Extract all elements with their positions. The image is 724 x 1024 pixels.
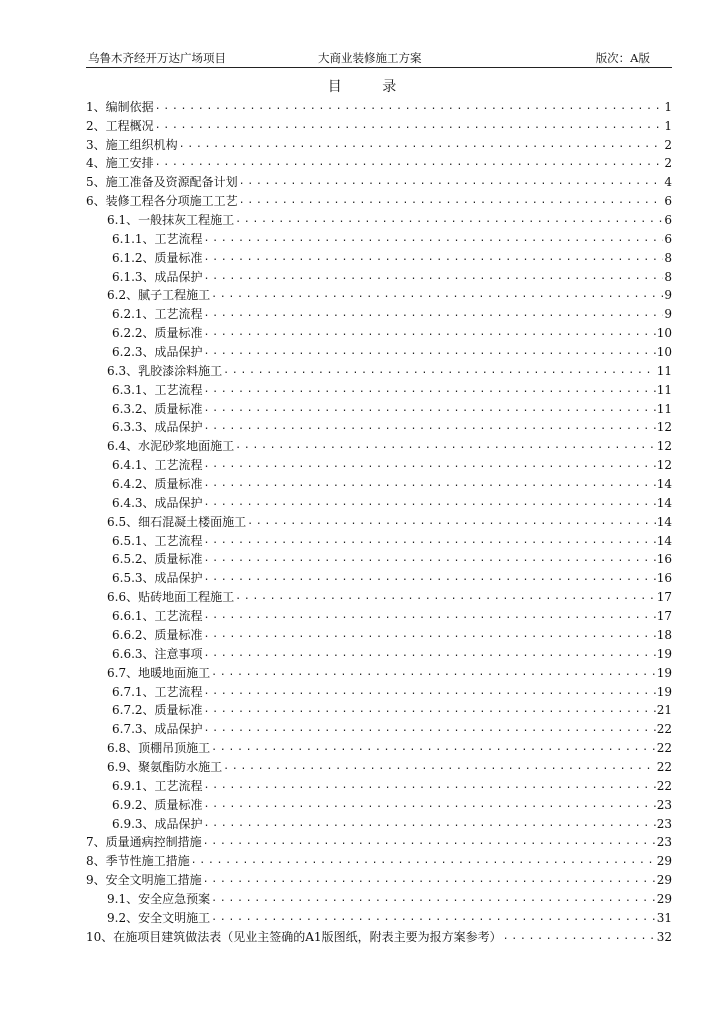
toc-entry-label: 1、编制依据 — [86, 99, 154, 114]
toc-entry-label: 6.6.2、质量标准 — [112, 627, 203, 642]
toc-entry-page-number: 14 — [656, 514, 672, 529]
toc-entry-label: 6.3.3、成品保护 — [112, 420, 203, 435]
toc-entry[interactable] — [86, 549, 672, 568]
toc-entry-label: 5、施工准备及资源配备计划 — [86, 175, 238, 190]
toc-entry-label: 6.1.1、工艺流程 — [112, 231, 203, 246]
toc-entry-label: 6.5、细石混凝土楼面施工 — [107, 514, 247, 529]
toc-entry-label: 6.8、顶棚吊顶施工 — [107, 741, 211, 756]
toc-entry[interactable] — [86, 775, 672, 794]
header-divider — [86, 67, 672, 68]
toc-leader-dots — [235, 589, 656, 605]
toc-leader-dots — [211, 740, 656, 756]
toc-entry-page-number: 19 — [656, 665, 672, 680]
toc-leader-dots — [204, 401, 656, 417]
toc-entry-label: 6.5.1、工艺流程 — [112, 533, 203, 548]
toc-entry-label: 6.7.1、工艺流程 — [112, 684, 203, 699]
toc-entry-page-number: 22 — [656, 759, 672, 774]
toc-entry-page-number: 22 — [656, 741, 672, 756]
toc-title: 目 录 — [327, 79, 415, 95]
toc-entry-label: 6.5.2、质量标准 — [112, 552, 203, 567]
toc-entry[interactable] — [86, 567, 672, 586]
toc-leader-dots — [223, 759, 656, 775]
toc-leader-dots — [239, 174, 663, 190]
toc-leader-dots — [204, 382, 656, 398]
toc-entry-page-number: 2 — [664, 137, 672, 152]
toc-entry-label: 6.2、腻子工程施工 — [107, 288, 211, 303]
toc-entry[interactable] — [86, 190, 672, 209]
toc-entry-page-number: 19 — [656, 684, 672, 699]
toc-entry-label: 6.6.3、注意事项 — [112, 646, 203, 661]
toc-entry-label: 3、施工组织机构 — [86, 137, 178, 152]
toc-entry-page-number: 31 — [656, 910, 672, 925]
toc-entry-page-number: 19 — [656, 646, 672, 661]
toc-entry[interactable] — [86, 96, 672, 115]
table-of-contents — [86, 96, 672, 945]
toc-entry[interactable] — [86, 454, 672, 473]
toc-entry-page-number: 8 — [664, 250, 672, 265]
toc-leader-dots — [204, 551, 656, 567]
toc-entry[interactable] — [86, 832, 672, 851]
toc-leader-dots — [204, 495, 656, 511]
toc-entry-label: 6.9.3、成品保护 — [112, 816, 203, 831]
toc-entry[interactable] — [86, 228, 672, 247]
toc-entry-page-number: 17 — [656, 609, 672, 624]
toc-entry-label: 7、质量通病控制措施 — [86, 835, 202, 850]
toc-entry[interactable] — [86, 360, 672, 379]
toc-entry[interactable] — [86, 530, 672, 549]
toc-entry-page-number: 23 — [656, 816, 672, 831]
toc-entry-page-number: 17 — [656, 590, 672, 605]
toc-leader-dots — [204, 269, 663, 285]
toc-entry-label: 6.1、一般抹灰工程施工 — [107, 213, 235, 228]
toc-leader-dots — [235, 438, 656, 454]
toc-entry-label: 6.2.3、成品保护 — [112, 345, 203, 360]
toc-entry[interactable] — [86, 303, 672, 322]
toc-entry-label: 6.5.3、成品保护 — [112, 571, 203, 586]
toc-entry-page-number: 29 — [656, 854, 672, 869]
toc-entry-label: 6.4、水泥砂浆地面施工 — [107, 439, 235, 454]
toc-entry-page-number: 6 — [664, 194, 672, 209]
toc-entry[interactable] — [86, 813, 672, 832]
toc-entry[interactable] — [86, 926, 672, 945]
toc-entry-label: 10、在施项目建筑做法表（见业主签确的A1版图纸，附表主要为报方案参考） — [86, 929, 502, 944]
toc-entry-page-number: 23 — [656, 835, 672, 850]
toc-entry[interactable] — [86, 662, 672, 681]
toc-entry-page-number: 9 — [664, 307, 672, 322]
toc-entry-page-number: 14 — [656, 477, 672, 492]
toc-entry-page-number: 22 — [656, 722, 672, 737]
toc-leader-dots — [503, 929, 656, 945]
toc-entry-label: 6.7、地暖地面施工 — [107, 665, 211, 680]
toc-leader-dots — [204, 476, 656, 492]
toc-entry-page-number: 1 — [664, 99, 672, 114]
toc-entry-label: 6.3.1、工艺流程 — [112, 382, 203, 397]
toc-leader-dots — [204, 646, 656, 662]
toc-entry-label: 6.1.2、质量标准 — [112, 250, 203, 265]
toc-entry-page-number: 11 — [656, 401, 672, 416]
toc-entry-label: 6.6、贴砖地面工程施工 — [107, 590, 235, 605]
toc-leader-dots — [211, 665, 656, 681]
toc-entry-page-number: 14 — [656, 533, 672, 548]
toc-leader-dots — [204, 778, 656, 794]
toc-entry[interactable] — [86, 473, 672, 492]
toc-leader-dots — [204, 344, 656, 360]
toc-entry[interactable] — [86, 850, 672, 869]
page-header — [86, 48, 672, 66]
toc-leader-dots — [211, 287, 663, 303]
toc-leader-dots — [204, 419, 656, 435]
toc-entry-label: 8、季节性施工措施 — [86, 854, 190, 869]
toc-entry[interactable] — [86, 492, 672, 511]
toc-entry-page-number: 22 — [656, 778, 672, 793]
toc-entry[interactable] — [86, 398, 672, 417]
toc-leader-dots — [204, 627, 656, 643]
toc-entry-label: 9.1、安全应急预案 — [107, 891, 211, 906]
toc-leader-dots — [203, 872, 656, 888]
toc-entry-label: 6.2.1、工艺流程 — [112, 307, 203, 322]
toc-leader-dots — [204, 721, 656, 737]
toc-entry[interactable] — [86, 266, 672, 285]
toc-entry[interactable] — [86, 624, 672, 643]
toc-entry-page-number: 6 — [664, 213, 672, 228]
toc-entry-label: 6.2.2、质量标准 — [112, 326, 203, 341]
toc-entry[interactable] — [86, 435, 672, 454]
toc-entry[interactable] — [86, 511, 672, 530]
toc-entry-page-number: 18 — [656, 627, 672, 642]
toc-entry[interactable] — [86, 718, 672, 737]
toc-entry-label: 6.7.2、质量标准 — [112, 703, 203, 718]
toc-leader-dots — [211, 910, 656, 926]
toc-entry-page-number: 10 — [656, 326, 672, 341]
toc-leader-dots — [155, 155, 663, 171]
toc-entry[interactable] — [86, 322, 672, 341]
toc-leader-dots — [204, 702, 656, 718]
toc-entry[interactable] — [86, 756, 672, 775]
toc-entry[interactable] — [86, 605, 672, 624]
toc-leader-dots — [204, 608, 656, 624]
header-document-title: 大商业装修施工方案 — [318, 51, 422, 65]
toc-leader-dots — [203, 834, 656, 850]
toc-entry-page-number: 10 — [656, 345, 672, 360]
toc-entry-page-number: 16 — [656, 552, 672, 567]
toc-leader-dots — [204, 816, 656, 832]
toc-leader-dots — [235, 212, 663, 228]
toc-leader-dots — [204, 797, 656, 813]
toc-entry[interactable] — [86, 341, 672, 360]
toc-entry-page-number: 8 — [664, 269, 672, 284]
toc-entry-label: 6.3、乳胶漆涂料施工 — [107, 363, 223, 378]
toc-entry-page-number: 1 — [664, 118, 672, 133]
toc-leader-dots — [155, 118, 663, 134]
toc-entry-page-number: 21 — [656, 703, 672, 718]
toc-leader-dots — [204, 570, 656, 586]
toc-entry[interactable] — [86, 681, 672, 700]
toc-leader-dots — [191, 853, 656, 869]
toc-leader-dots — [239, 193, 663, 209]
toc-entry[interactable] — [86, 209, 672, 228]
toc-entry-label: 6、装修工程各分项施工工艺 — [86, 194, 238, 209]
toc-entry-page-number: 12 — [656, 439, 672, 454]
toc-entry-page-number: 32 — [656, 929, 672, 944]
toc-leader-dots — [155, 99, 663, 115]
toc-leader-dots — [211, 891, 656, 907]
toc-entry-label: 6.1.3、成品保护 — [112, 269, 203, 284]
toc-leader-dots — [204, 684, 656, 700]
toc-entry-label: 6.9、聚氨酯防水施工 — [107, 759, 223, 774]
toc-entry[interactable] — [86, 379, 672, 398]
toc-entry-label: 6.4.3、成品保护 — [112, 495, 203, 510]
toc-entry-label: 6.4.1、工艺流程 — [112, 458, 203, 473]
toc-leader-dots — [204, 325, 656, 341]
toc-entry[interactable] — [86, 737, 672, 756]
toc-leader-dots — [204, 457, 656, 473]
toc-entry[interactable] — [86, 247, 672, 266]
toc-leader-dots — [223, 363, 656, 379]
toc-leader-dots — [204, 250, 663, 266]
toc-entry-label: 4、施工安排 — [86, 156, 154, 171]
toc-entry-page-number: 14 — [656, 495, 672, 510]
toc-entry-page-number: 11 — [656, 363, 672, 378]
toc-entry[interactable] — [86, 285, 672, 304]
toc-entry-page-number: 11 — [656, 382, 672, 397]
toc-entry-page-number: 12 — [656, 458, 672, 473]
toc-entry-label: 6.4.2、质量标准 — [112, 477, 203, 492]
toc-entry-label: 6.3.2、质量标准 — [112, 401, 203, 416]
toc-entry-label: 2、工程概况 — [86, 118, 154, 133]
toc-entry[interactable] — [86, 586, 672, 605]
toc-entry-page-number: 16 — [656, 571, 672, 586]
toc-entry[interactable] — [86, 153, 672, 172]
toc-entry-page-number: 4 — [664, 175, 672, 190]
toc-entry[interactable] — [86, 171, 672, 190]
toc-entry-page-number: 29 — [656, 873, 672, 888]
toc-entry[interactable] — [86, 888, 672, 907]
toc-entry[interactable] — [86, 907, 672, 926]
toc-entry-label: 6.9.1、工艺流程 — [112, 778, 203, 793]
toc-entry-label: 6.9.2、质量标准 — [112, 797, 203, 812]
toc-entry[interactable] — [86, 643, 672, 662]
toc-entry[interactable] — [86, 134, 672, 153]
toc-leader-dots — [247, 514, 656, 530]
toc-entry[interactable] — [86, 115, 672, 134]
toc-entry-page-number: 6 — [664, 231, 672, 246]
toc-entry-page-number: 2 — [664, 156, 672, 171]
toc-leader-dots — [179, 137, 663, 153]
toc-leader-dots — [204, 231, 663, 247]
toc-entry-page-number: 9 — [664, 288, 672, 303]
toc-leader-dots — [204, 306, 663, 322]
toc-entry[interactable] — [86, 869, 672, 888]
toc-entry-page-number: 23 — [656, 797, 672, 812]
toc-leader-dots — [204, 533, 656, 549]
header-version: 版次：A版 — [595, 51, 650, 65]
toc-entry-label: 6.6.1、工艺流程 — [112, 609, 203, 624]
toc-entry-page-number: 12 — [656, 420, 672, 435]
toc-entry-label: 9.2、安全文明施工 — [107, 910, 211, 925]
toc-entry-label: 9、安全文明施工措施 — [86, 873, 202, 888]
toc-entry[interactable] — [86, 417, 672, 436]
toc-entry[interactable] — [86, 794, 672, 813]
toc-entry-label: 6.7.3、成品保护 — [112, 722, 203, 737]
toc-entry[interactable] — [86, 700, 672, 719]
toc-entry-page-number: 29 — [656, 891, 672, 906]
header-project-name: 乌鲁木齐经开万达广场项目 — [88, 51, 226, 65]
